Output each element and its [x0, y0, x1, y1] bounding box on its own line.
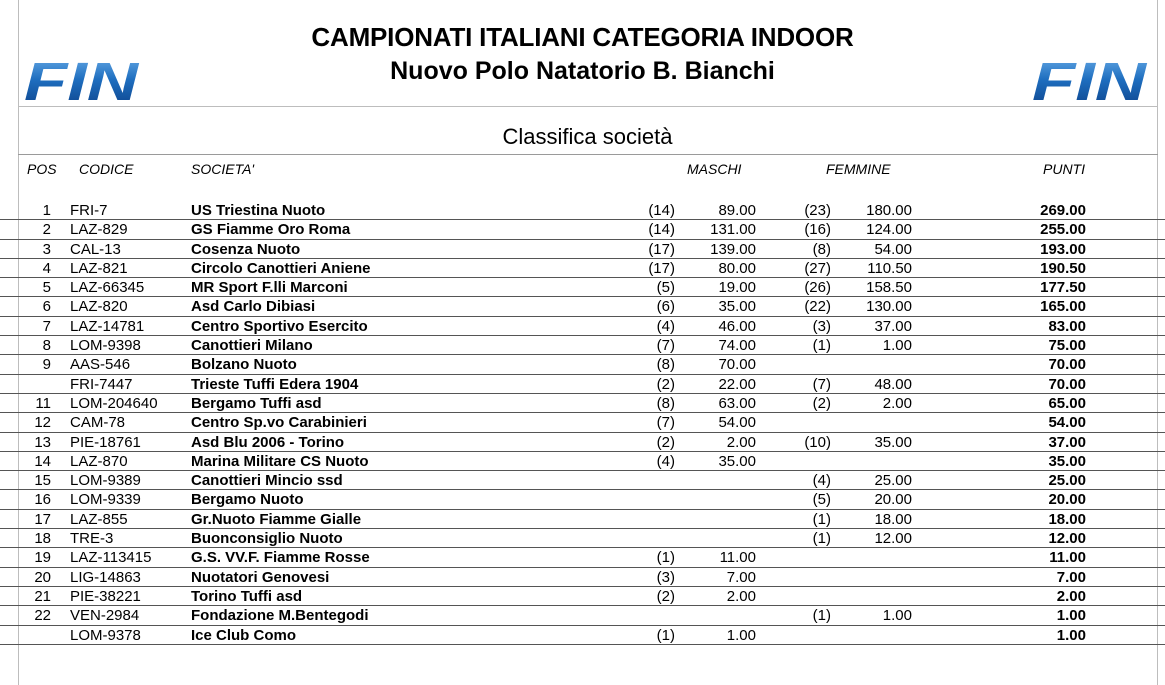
row-society: MR Sport F.lli Marconi: [191, 279, 348, 297]
table-row: [0, 240, 1165, 259]
table-row: [0, 587, 1165, 606]
row-pos: 20: [34, 568, 51, 586]
row-society: Trieste Tuffi Edera 1904: [191, 375, 359, 393]
row-code: LAZ-855: [70, 510, 128, 528]
row-female-count: (23): [804, 202, 831, 219]
row-female-count: (8): [812, 240, 831, 258]
row-pos: 17: [34, 510, 51, 528]
row-female-count: (1): [812, 510, 831, 528]
row-female-points: 158.50: [866, 279, 912, 297]
row-male-count: (17): [648, 259, 675, 277]
row-code: LAZ-14781: [70, 317, 145, 335]
row-pos: 9: [42, 356, 51, 374]
row-male-points: 2.00: [726, 433, 756, 451]
row-male-points: 74.00: [718, 337, 756, 355]
row-female-count: (1): [812, 337, 831, 355]
row-total-points: 25.00: [1048, 472, 1086, 490]
row-female-count: (26): [804, 279, 831, 297]
row-society: GS Fiamme Oro Roma: [191, 221, 351, 239]
table-row: [0, 413, 1165, 432]
row-code: LAZ-66345: [70, 279, 145, 297]
row-female-points: 12.00: [874, 530, 912, 548]
row-male-count: (1): [656, 549, 675, 567]
table-row: [0, 626, 1165, 645]
row-female-points: 1.00: [882, 607, 912, 625]
row-female-count: (27): [804, 259, 831, 277]
row-male-count: (17): [648, 240, 675, 258]
ranking-table: [0, 201, 1165, 645]
row-total-points: 2.00: [1056, 587, 1086, 605]
row-female-points: 124.00: [866, 221, 912, 239]
row-society: Ice Club Como: [191, 626, 297, 644]
row-male-points: 2.00: [726, 587, 756, 605]
row-male-points: 89.00: [718, 202, 756, 219]
table-row: [0, 220, 1165, 239]
row-code: LOM-9378: [70, 626, 141, 644]
row-male-count: (2): [656, 433, 675, 451]
col-header-society: SOCIETA': [191, 161, 255, 177]
fin-logo-text: FIN: [24, 52, 140, 108]
row-male-count: (7): [656, 414, 675, 432]
row-code: CAL-13: [70, 240, 121, 258]
fin-logo-text: FIN: [1032, 52, 1148, 108]
row-pos: 22: [34, 607, 51, 625]
table-row: [0, 529, 1165, 548]
row-total-points: 75.00: [1048, 337, 1086, 355]
row-society: Nuotatori Genovesi: [191, 568, 330, 586]
row-society: US Triestina Nuoto: [191, 202, 326, 219]
row-female-count: (5): [812, 491, 831, 509]
row-total-points: 20.00: [1048, 491, 1086, 509]
row-pos: 1: [42, 202, 51, 219]
row-code: LAZ-820: [70, 298, 128, 316]
row-code: LOM-9339: [70, 491, 141, 509]
col-header-pos: POS: [27, 161, 57, 177]
section-title: Classifica società: [502, 124, 673, 149]
row-total-points: 18.00: [1048, 510, 1086, 528]
row-female-count: (4): [812, 472, 831, 490]
row-code: CAM-78: [70, 414, 126, 432]
row-code: PIE-18761: [70, 433, 141, 451]
row-society: Bergamo Tuffi asd: [191, 394, 322, 412]
row-code: LOM-204640: [70, 394, 158, 412]
table-row: [0, 452, 1165, 471]
row-code: LAZ-870: [70, 452, 128, 470]
row-society: Centro Sportivo Esercito: [191, 317, 368, 335]
table-row: [0, 317, 1165, 336]
row-pos: 8: [42, 337, 51, 355]
row-male-count: (8): [656, 394, 675, 412]
row-pos: 13: [34, 433, 51, 451]
row-total-points: 11.00: [1049, 549, 1086, 567]
row-pos: 7: [42, 317, 51, 335]
row-male-count: (6): [656, 298, 675, 316]
col-header-code: CODICE: [79, 161, 134, 177]
table-row: [0, 394, 1165, 413]
row-total-points: 7.00: [1056, 568, 1086, 586]
page-title: CAMPIONATI ITALIANI CATEGORIA INDOOR: [311, 22, 854, 52]
row-total-points: 1.00: [1056, 607, 1086, 625]
row-male-points: 131.00: [710, 221, 756, 239]
table-row: [0, 355, 1165, 374]
row-male-points: 7.00: [726, 568, 756, 586]
row-total-points: 1.00: [1056, 626, 1086, 644]
table-row: [0, 201, 1165, 220]
row-total-points: 190.50: [1040, 259, 1086, 277]
row-male-points: 19.00: [718, 279, 756, 297]
row-society: G.S. VV.F. Fiamme Rosse: [191, 549, 370, 567]
table-row: [0, 471, 1165, 490]
table-row: [0, 510, 1165, 529]
row-male-points: 139.00: [710, 240, 756, 258]
row-code: VEN-2984: [70, 607, 140, 625]
row-male-count: (2): [656, 587, 675, 605]
row-code: TRE-3: [70, 530, 114, 548]
row-male-count: (8): [656, 356, 675, 374]
row-male-points: 46.00: [718, 317, 756, 335]
row-society: Fondazione M.Bentegodi: [191, 607, 369, 625]
row-code: LAZ-821: [70, 259, 128, 277]
row-pos: 4: [42, 259, 51, 277]
header-divider: [18, 106, 1158, 107]
row-code: FRI-7447: [70, 375, 133, 393]
row-society: Asd Blu 2006 - Torino: [191, 433, 345, 451]
row-female-points: 1.00: [882, 337, 912, 355]
table-row: [0, 490, 1165, 509]
row-female-points: 20.00: [874, 491, 912, 509]
row-society: Gr.Nuoto Fiamme Gialle: [191, 510, 362, 528]
row-pos: 11: [35, 394, 51, 412]
row-pos: 5: [42, 279, 51, 297]
row-total-points: 12.00: [1048, 530, 1086, 548]
col-header-female: FEMMINE: [826, 161, 891, 177]
table-row: [0, 336, 1165, 355]
row-pos: 3: [42, 240, 51, 258]
row-male-points: 22.00: [718, 375, 756, 393]
table-row: [0, 278, 1165, 297]
row-society: Centro Sp.vo Carabinieri: [191, 414, 367, 432]
row-code: AAS-546: [70, 356, 131, 374]
row-male-points: 54.00: [718, 414, 756, 432]
table-row: [0, 375, 1165, 394]
row-female-points: 180.00: [866, 202, 912, 219]
row-male-points: 1.00: [726, 626, 756, 644]
row-female-count: (1): [812, 530, 831, 548]
row-female-points: 25.00: [874, 472, 912, 490]
row-male-count: (4): [656, 452, 675, 470]
table-row: [0, 568, 1165, 587]
row-total-points: 37.00: [1048, 433, 1086, 451]
row-society: Bolzano Nuoto: [191, 356, 297, 374]
row-total-points: 65.00: [1048, 394, 1086, 412]
row-pos: 19: [34, 549, 51, 567]
row-male-count: (7): [656, 337, 675, 355]
row-female-count: (1): [812, 607, 831, 625]
row-pos: 21: [34, 587, 51, 605]
row-male-points: 70.00: [718, 356, 756, 374]
row-society: Bergamo Nuoto: [191, 491, 304, 509]
row-female-points: 35.00: [874, 433, 912, 451]
row-male-count: (5): [656, 279, 675, 297]
table-row: [0, 297, 1165, 316]
row-code: LIG-14863: [70, 568, 141, 586]
row-society: Canottieri Milano: [191, 337, 313, 355]
col-header-points: PUNTI: [1043, 161, 1085, 177]
row-code: PIE-38221: [70, 587, 141, 605]
row-female-count: (2): [812, 394, 831, 412]
row-society: Canottieri Mincio ssd: [191, 472, 343, 490]
row-female-points: 110.50: [867, 259, 912, 277]
row-society: Buonconsiglio Nuoto: [191, 530, 343, 548]
row-society: Circolo Canottieri Aniene: [191, 259, 371, 277]
row-female-points: 18.00: [874, 510, 912, 528]
row-pos: 14: [34, 452, 51, 470]
row-pos: 12: [34, 414, 51, 432]
row-male-points: 35.00: [718, 298, 756, 316]
row-male-count: (4): [656, 317, 675, 335]
row-code: LAZ-829: [70, 221, 128, 239]
table-row: [0, 259, 1165, 278]
row-society: Asd Carlo Dibiasi: [191, 298, 316, 316]
row-pos: 15: [34, 472, 51, 490]
row-code: LOM-9389: [70, 472, 141, 490]
row-male-count: (14): [648, 202, 675, 219]
row-pos: 18: [34, 530, 51, 548]
row-total-points: 165.00: [1040, 298, 1086, 316]
row-female-points: 130.00: [866, 298, 912, 316]
row-society: Torino Tuffi asd: [191, 587, 303, 605]
row-total-points: 269.00: [1040, 202, 1086, 219]
col-header-male: MASCHI: [687, 161, 742, 177]
row-total-points: 255.00: [1040, 221, 1086, 239]
row-total-points: 193.00: [1040, 240, 1086, 258]
table-row: [0, 433, 1165, 452]
row-female-points: 2.00: [882, 394, 912, 412]
row-female-count: (16): [804, 221, 831, 239]
row-total-points: 70.00: [1048, 356, 1086, 374]
row-female-count: (3): [812, 317, 831, 335]
row-male-points: 63.00: [718, 394, 756, 412]
table-row: [0, 548, 1165, 567]
row-male-points: 35.00: [718, 452, 756, 470]
table-row: [0, 606, 1165, 625]
row-pos: 2: [42, 221, 51, 239]
row-male-count: (3): [656, 568, 675, 586]
table-divider: [18, 154, 1158, 155]
row-female-count: (7): [812, 375, 831, 393]
row-male-points: 11.00: [719, 549, 756, 567]
row-code: FRI-7: [70, 202, 108, 219]
row-male-points: 80.00: [718, 259, 756, 277]
row-total-points: 177.50: [1040, 279, 1086, 297]
row-total-points: 70.00: [1048, 375, 1086, 393]
row-total-points: 83.00: [1048, 317, 1086, 335]
row-society: Marina Militare CS Nuoto: [191, 452, 369, 470]
row-female-points: 37.00: [874, 317, 912, 335]
row-female-points: 48.00: [874, 375, 912, 393]
row-female-points: 54.00: [874, 240, 912, 258]
row-female-count: (22): [804, 298, 831, 316]
row-male-count: (2): [656, 375, 675, 393]
page-subtitle: Nuovo Polo Natatorio B. Bianchi: [390, 57, 775, 85]
row-total-points: 35.00: [1048, 452, 1086, 470]
row-code: LOM-9398: [70, 337, 141, 355]
row-code: LAZ-113415: [70, 549, 152, 567]
row-male-count: (1): [656, 626, 675, 644]
row-total-points: 54.00: [1048, 414, 1086, 432]
row-pos: 16: [34, 491, 51, 509]
row-female-count: (10): [804, 433, 831, 451]
row-male-count: (14): [648, 221, 675, 239]
row-society: Cosenza Nuoto: [191, 240, 301, 258]
row-pos: 6: [42, 298, 51, 316]
